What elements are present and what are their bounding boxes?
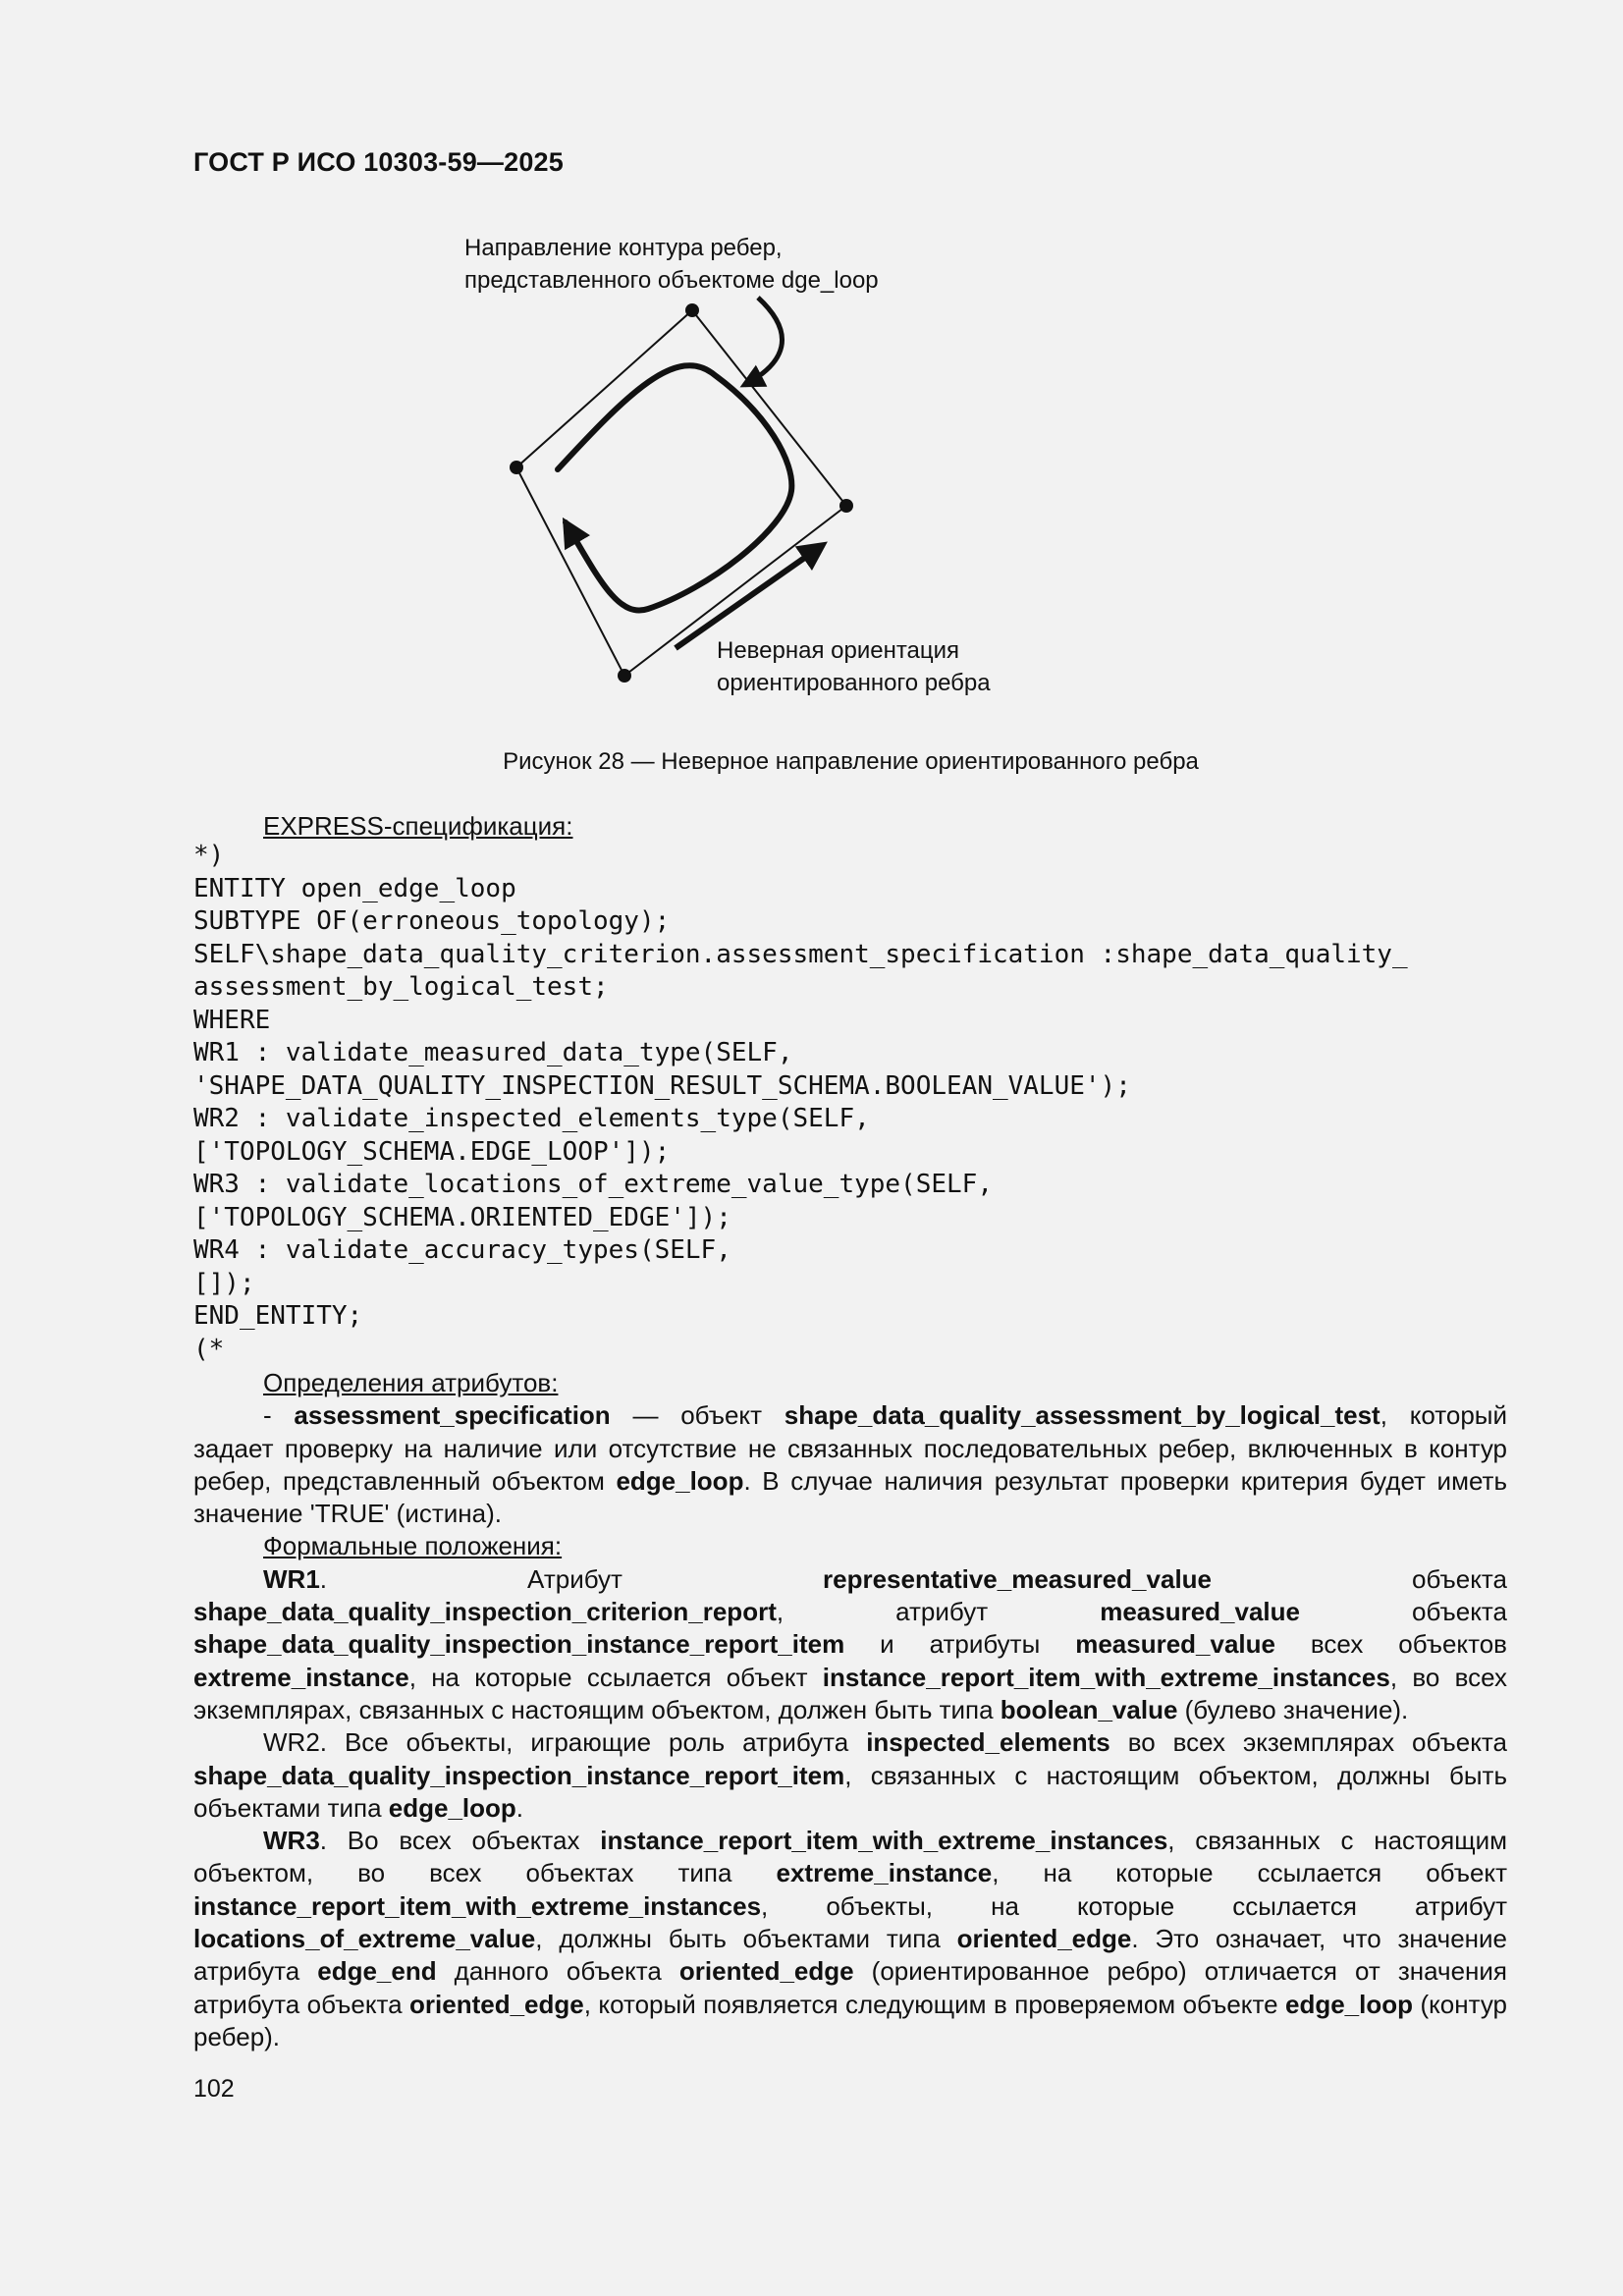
code-line: END_ENTITY;: [193, 1301, 363, 1331]
code-line: WR1 : validate_measured_data_type(SELF,: [193, 1038, 793, 1067]
vertex-left: [510, 461, 523, 474]
figure-caption-text: Рисунок 28 — Неверное направление ориентированного ребра: [503, 748, 1199, 775]
label-wrong-orientation-line2: ориентированного ребра: [717, 670, 991, 696]
vertex-top: [685, 303, 699, 317]
code-line: *): [193, 841, 225, 870]
rule-wr1: WR1. Атрибут representative_measured_value объекта shape_data_quality_inspection_criterion_report, атрибут measured_value объекта shape_data_quality_inspection_instance_report_item и атрибуты measured_value всех объектов extreme_instance, на которые ссылается объект instance_report_item_with_extreme_instances, во всех экземплярах, связанных с настоящим объектом, должен быть типа boolean_value (булево значение).: [193, 1563, 1508, 1724]
code-line: ENTITY open_edge_loop: [193, 873, 516, 903]
formal-title: Формальные положения:: [263, 1531, 563, 1561]
code-line: ['TOPOLOGY_SCHEMA.EDGE_LOOP']);: [193, 1136, 671, 1167]
code-line: WHERE: [193, 1005, 271, 1035]
code-line: SELF\shape_data_quality_criterion.assessment_specification :shape_data_quality_: [193, 939, 1408, 969]
vertex-right: [839, 499, 853, 513]
code-line: []);: [193, 1268, 255, 1298]
rule-wr2: WR2. Все объекты, играющие роль атрибута inspected_elements во всех экземплярах объекта shape_data_quality_inspection_instance_report_item, связанных с настоящим объектом, должны быть объектами типа edge_loop.: [193, 1727, 1507, 1823]
attributes-title: Определения атрибутов:: [263, 1368, 559, 1397]
label-loop-direction-line1: Направление контура ребер,: [464, 235, 783, 261]
rule-wr3: WR3. Во всех объектах instance_report_item_with_extreme_instances, связанных с настоящим объектом, во всех объектах типа extreme_instance, на которые ссылается объект instance_report_item_with_extreme_instances, объекты, на которые ссылается атрибут locations_of_extreme_value, должны быть объектами типа oriented_edge. Это означает, что значение атрибута edge_end данного объекта oriented_edge (ориентированное ребро) отличается от значения атрибута объекта oriented_edge, который появляется следующим в проверяемом объекте edge_loop (контур ребер).: [193, 1826, 1507, 2051]
code-line: SUBTYPE OF(erroneous_topology);: [193, 906, 671, 936]
code-line: WR2 : validate_inspected_elements_type(SELF,: [193, 1104, 870, 1133]
vertex-bottom: [618, 669, 631, 683]
code-line: WR4 : validate_accuracy_types(SELF,: [193, 1235, 731, 1265]
wrong-orientation-arrow: [676, 545, 823, 648]
code-line: WR3 : validate_locations_of_extreme_value_type(SELF,: [193, 1170, 993, 1199]
label-loop-direction: [464, 232, 879, 297]
express-title: EXPRESS-спецификация:: [263, 811, 573, 841]
label-loop-direction-line2: представленного объектоме dge_loop: [464, 267, 879, 294]
attributes-section: [193, 1367, 1507, 2053]
label-wrong-orientation-line1: Неверная ориентация: [717, 637, 960, 664]
express-code-block: [193, 840, 1509, 1366]
code-line: assessment_by_logical_test;: [193, 972, 609, 1002]
top-leader-arrow: [744, 298, 783, 385]
label-wrong-orientation: [717, 634, 991, 699]
attribute-definition: - assessment_specification — объект shape_data_quality_assessment_by_logical_test, который задает проверку на наличие или отсутствие не связанных последовательных ребер, включенных в контур ребер, представленный объектом edge_loop. В случае наличия результат проверки критерия будет иметь значение 'TRUE' (истина).: [193, 1400, 1508, 1529]
code-line: 'SHAPE_DATA_QUALITY_INSPECTION_RESULT_SCHEMA.BOOLEAN_VALUE');: [193, 1070, 1131, 1101]
code-line: ['TOPOLOGY_SCHEMA.ORIENTED_EDGE']);: [193, 1202, 731, 1232]
figure-28: [0, 0, 1623, 805]
document-header: ГОСТ Р ИСО 10303-59—2025: [193, 147, 564, 177]
code-line: (*: [193, 1334, 225, 1364]
page-number: 102: [193, 2075, 235, 2103]
figure-caption: [0, 748, 1623, 776]
